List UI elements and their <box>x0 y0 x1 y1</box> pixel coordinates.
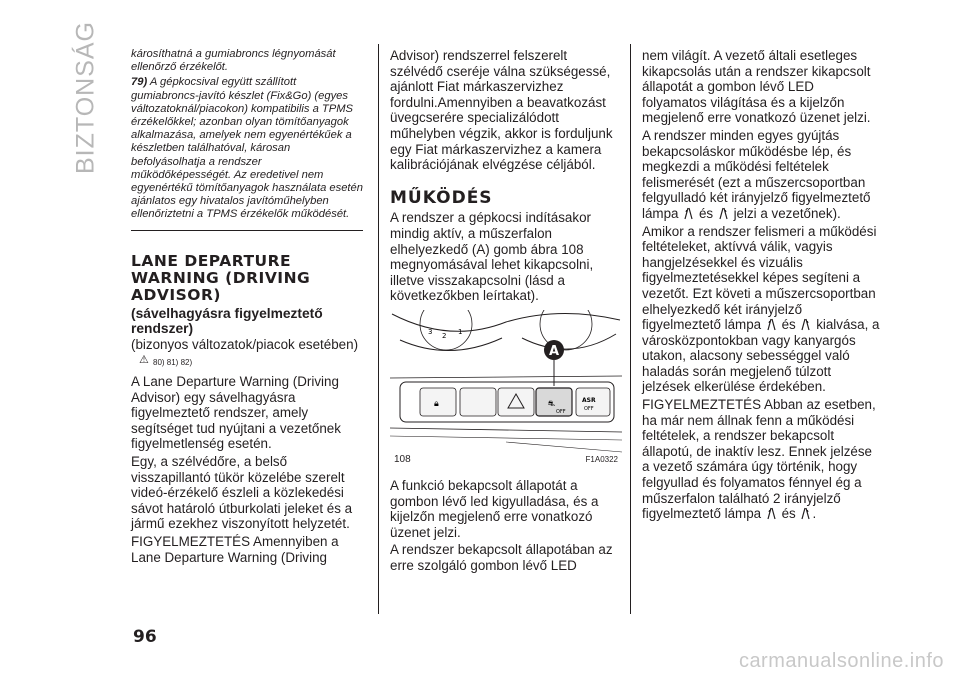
lock-icon: 🔒︎ <box>434 397 439 408</box>
lane-warning-right-icon <box>801 507 810 520</box>
paragraph <box>642 224 882 396</box>
column-middle <box>390 48 618 575</box>
paragraph-text: . <box>812 506 817 522</box>
paragraph-text: Amikor a rendszer felismeri a működési feltételeket, aktívvá válik, vagyis hangjelzésekkel és vizuális figyelmeztetésekkel képes segíteni a vezetőt. Ezt követi a műszercsoportban elhelyezkedő két irányjelző figyelmeztető lámpa <box>642 223 877 333</box>
footnote-text <box>131 76 363 221</box>
watermark: carmanualsonline.info <box>738 650 944 672</box>
dial-label: 1 <box>458 327 463 336</box>
paragraph: nem világít. A vezető általi esetleges kikapcsolás után a rendszer kikapcsolt állapotát a gombon lévő LED folyamatos világítása és a kijelzőn megjelenő erre vonatkozó üzenet jelzi. <box>642 48 871 126</box>
paragraph: FIGYELMEZTETÉS Amennyiben a Lane Departure Warning (Driving <box>131 533 339 565</box>
lane-warning-left-icon <box>767 507 776 520</box>
paragraph-text: kialvása, a városközpontokban vagy kanyargós utakon, alacsony sebességgel való haladás során megjelenő túlzott jelzések elkerülése érdekében. <box>642 317 880 395</box>
footnote-box <box>131 48 363 231</box>
paragraph: Egy, a szélvédőre, a belső visszapillantó tükör közelébe szerelt videó-érzékelő észleli a közlekedési sávot határoló útburkolati jeleket és a jármű ezekhez viszonyított helyzetét. <box>131 453 353 532</box>
paragraph: A Lane Departure Warning (Driving Advisor) egy sávelhagyásra figyelmeztető rendszer, amely segítséget tud nyújtani a vezetőnek figyelmetlenség esetén. <box>131 374 341 452</box>
section-tab <box>52 21 112 185</box>
paragraph-text: és <box>781 317 796 333</box>
lane-warning-right-icon <box>719 207 728 220</box>
section-heading: MŰKÖDÉS <box>390 187 493 208</box>
column-divider <box>630 44 631 614</box>
section-heading: LANE DEPARTURE WARNING (DRIVING ADVISOR) <box>131 251 311 304</box>
lane-warning-left-icon <box>684 207 693 220</box>
figure-code: F1A0322 <box>585 455 618 465</box>
lane-departure-icon: ⛐ <box>548 398 555 408</box>
paragraph-text: jelzi a vezetőnek). <box>733 205 841 221</box>
callout-letter: A <box>549 343 560 359</box>
off-label: OFF <box>584 405 594 412</box>
lane-warning-left-icon <box>767 318 776 331</box>
hazard-button[interactable] <box>498 388 534 416</box>
section-tab-label: BIZTONSÁG <box>71 21 100 175</box>
figure-number: 108 <box>394 454 411 466</box>
footnote-body: A gépkocsival együtt szállított gumiabroncs-javító készlet (Fix&Go) (egyes változatoknál/piacokon) kompatibilis a TPMS érzékelőkkel; azonban olyan tömítőanyagok alkalmazása, amelyek nem egyenértékűek a készletben találhatóval, károsan befolyásolhatja a rendszer működőképességét. Az eredetivel nem egyenértékű tömítőanyagok használata esetén ajánlatos egy hivatalos javítóműhelyben ellenőriztetni a TPMS érzékelők működését. <box>131 76 363 221</box>
figure-108 <box>390 310 622 470</box>
paragraph: (bizonyos változatok/piacok esetében) <box>131 336 359 352</box>
column-right <box>642 48 882 524</box>
blank-button[interactable] <box>460 388 496 416</box>
paragraph: A rendszer a gépkocsi indításakor mindig aktív, a műszerfalon elhelyezkedő (A) gomb ábra 108 megnyomásával lehet kikapcsolni, illetve visszakapcsolni (lásd a következőkben leírtakat). <box>390 210 594 304</box>
paragraph: A funkció bekapcsolt állapotát a gombon lévő led kigyulladása, és a kijelzőn megjelenő erre vonatkozó üzenet jelzi. <box>390 477 599 540</box>
column-divider <box>378 44 379 614</box>
section-subheading: (sávelhagyásra figyelmeztető rendszer) <box>131 305 323 337</box>
footnote-number: 79) <box>131 76 148 89</box>
column-left <box>131 48 363 567</box>
asr-label: ASR <box>582 396 596 404</box>
paragraph-text: A rendszer minden egyes gyújtás bekapcsoláskor működésbe lép, és megkezdi a működési feltételek felismerését (ezt a műszercsoportban felgyulladó két irányjelző figyelmeztető lámpa <box>642 127 871 221</box>
paragraph-text: FIGYELMEZTETÉS Abban az esetben, ha már nem állnak fenn a működési feltételek, a rendszer bekapcsolt állapotú, de inaktív lesz. Ennek jelzése a vezető számára úgy történik, hogy felgyullad és folyamatos fénnyel ég a műszerfalon található 2 irányjelző figyelmeztető lámpa <box>642 397 876 522</box>
lane-warning-right-icon <box>801 318 810 331</box>
footnote-text: károsíthatná a gumiabroncs légnyomását ellenőrző érzékelőt. <box>131 48 336 74</box>
dial-label: 2 <box>442 331 447 340</box>
paragraph: Advisor) rendszerrel felszerelt szélvédő cseréje válna szükségessé, ajánlott Fiat márkaszervizhez fordulni.Amennyiben a beavatkozást üvegcserére specializálódott műhelyben végzik, akkor is forduljunk egy Fiat márkaszervizhez a kamera kalibrációjának elvégzése céljából. <box>390 48 613 173</box>
page-number: 96 <box>133 627 157 647</box>
dial-label: 3 <box>428 327 433 336</box>
paragraph: A rendszer bekapcsolt állapotában az erre szolgáló gombon lévő LED <box>390 542 613 573</box>
paragraph <box>642 128 882 222</box>
dashboard-illustration <box>390 310 622 455</box>
warning-references: ⚠ 80) 81) 82) <box>153 355 363 371</box>
paragraph-text: és <box>698 205 714 221</box>
paragraph-text: és <box>781 506 796 522</box>
paragraph <box>642 397 882 522</box>
off-label: OFF <box>556 408 566 415</box>
